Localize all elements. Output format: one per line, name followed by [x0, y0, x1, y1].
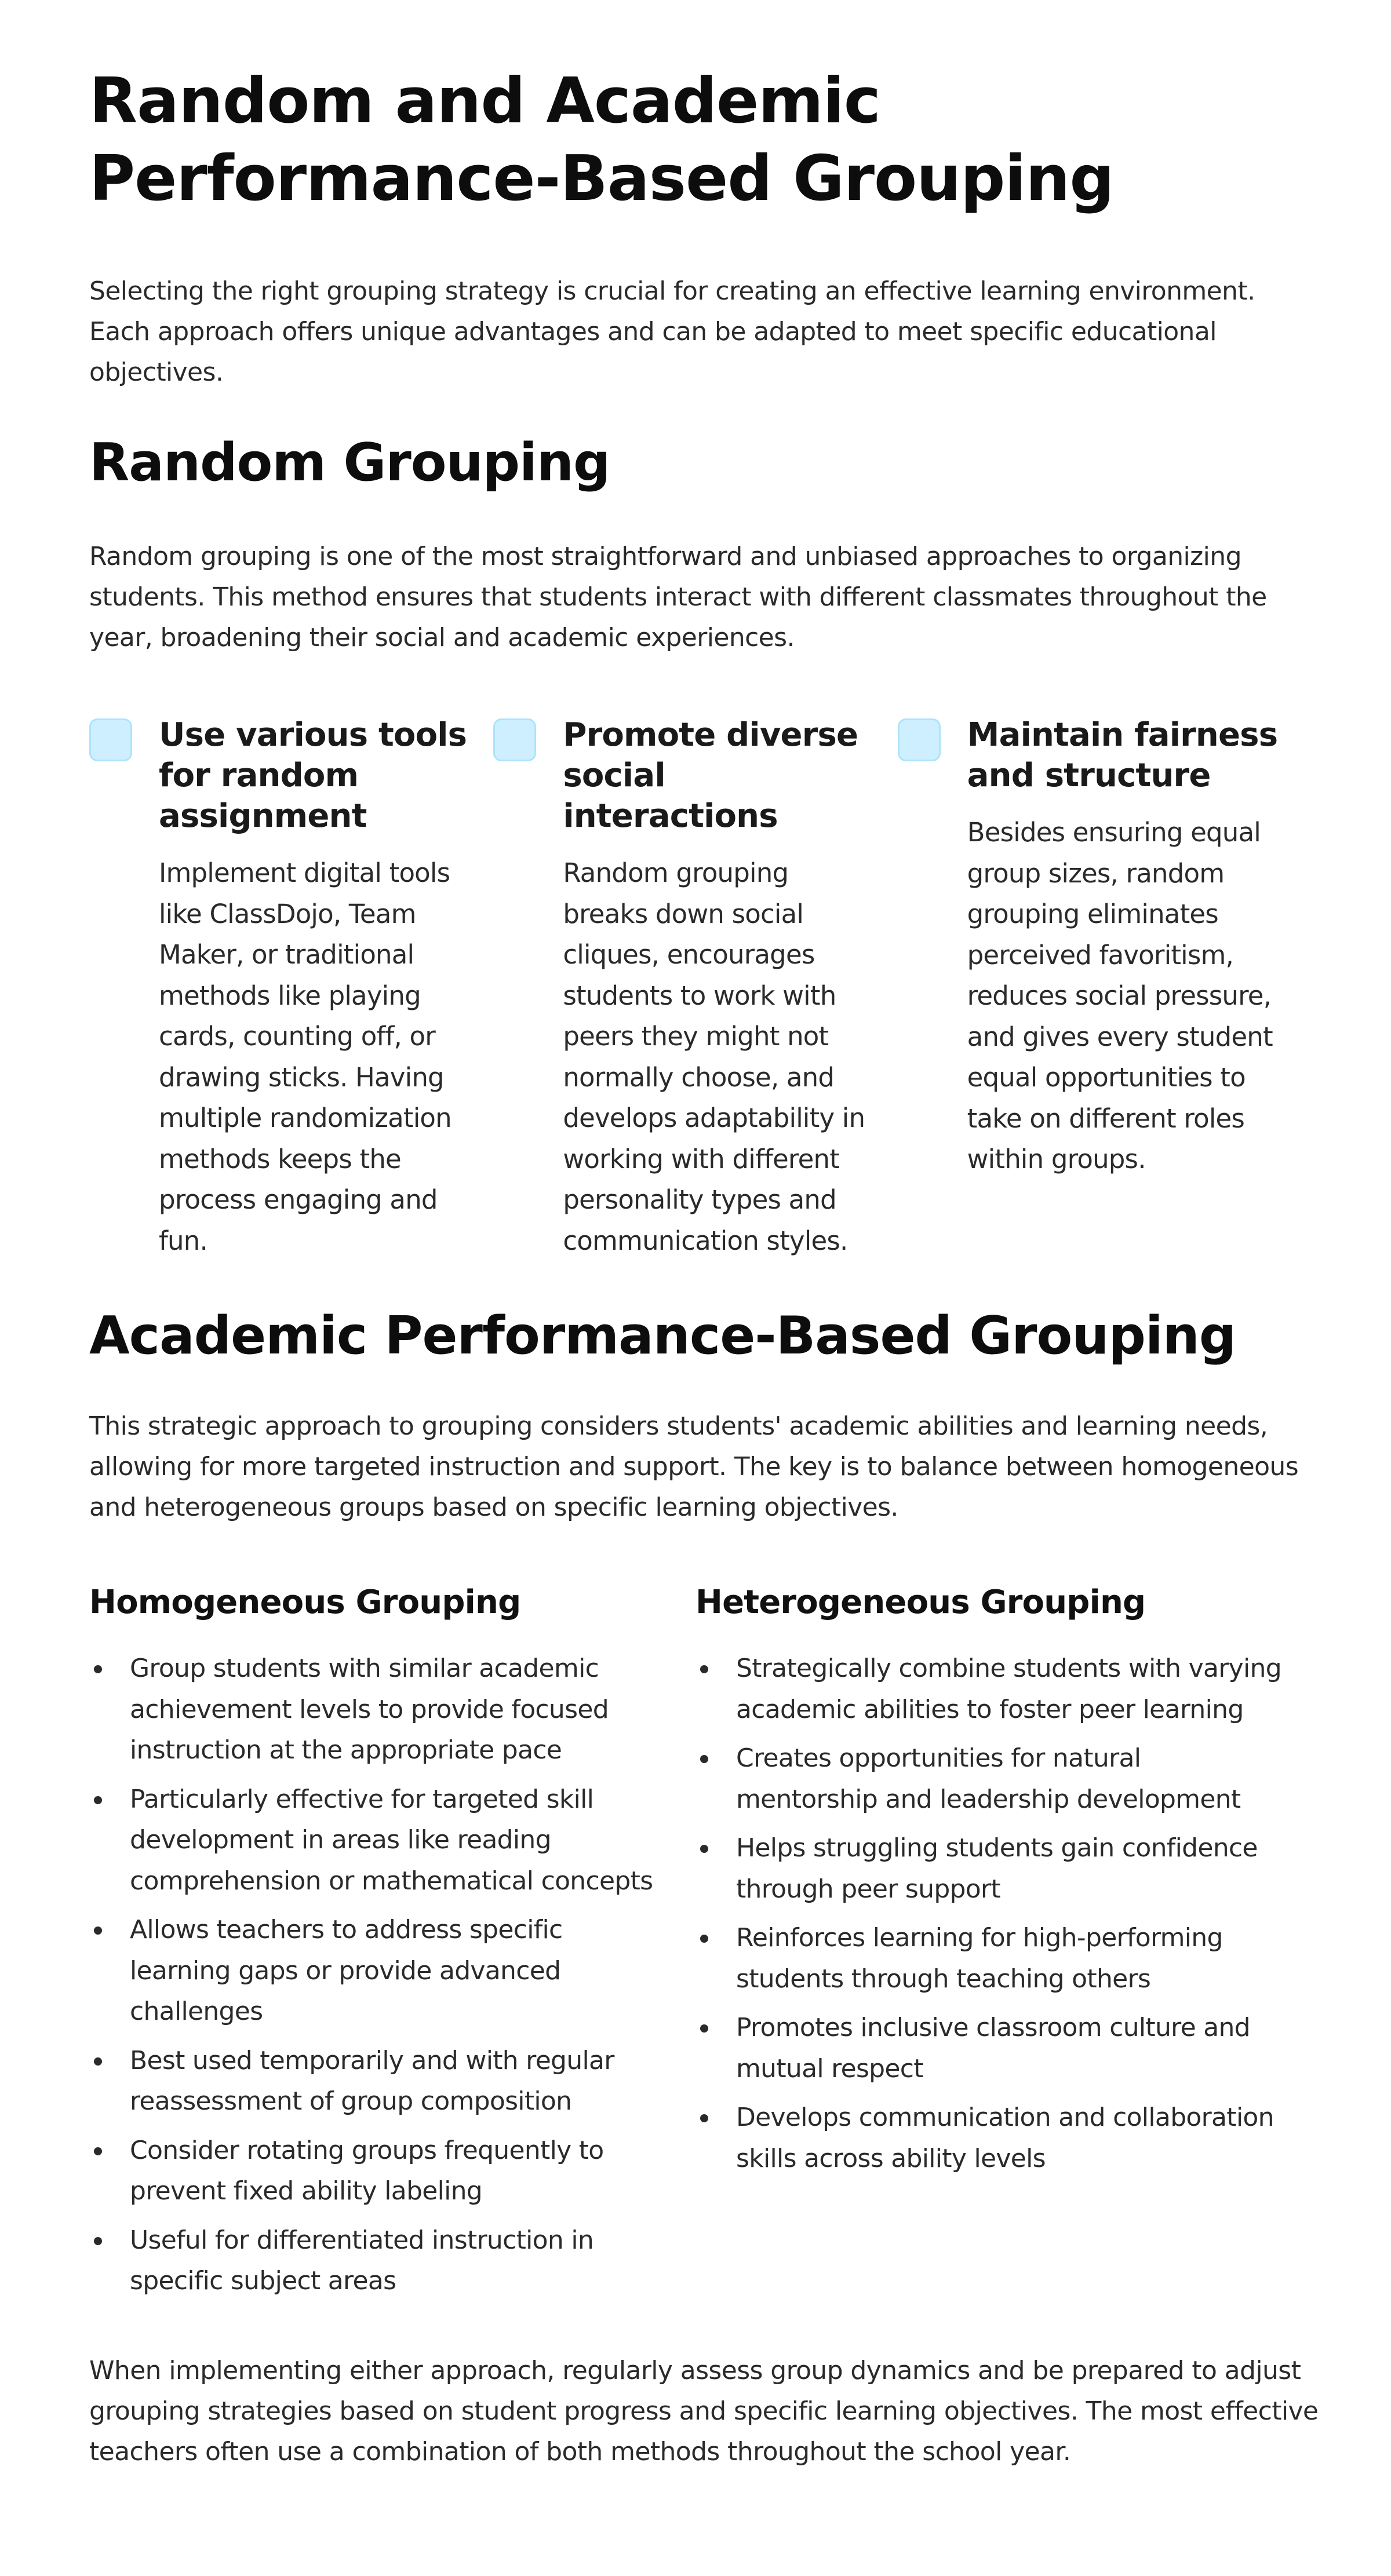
bullet-dot-icon: [700, 2114, 708, 2122]
feature-card-random-tools: [89, 715, 493, 1261]
bullet-dot-icon: [700, 2024, 708, 2033]
bullet-dot-icon: [700, 1755, 708, 1763]
feature-card-diverse-interactions: [493, 715, 897, 1261]
list-item-text: Consider rotating groups frequently to prevent fixed ability labeling: [130, 2135, 604, 2206]
page-title: Random and Academic Performance-Based Grouping: [89, 65, 1114, 215]
bullet-dot-icon: [700, 1935, 708, 1943]
heterogeneous-column: [696, 1582, 1302, 2310]
list-item: [696, 1918, 1302, 1999]
heterogeneous-heading: Heterogeneous Grouping: [696, 1583, 1146, 1621]
list-item: [696, 1738, 1302, 1820]
bullet-dot-icon: [94, 2147, 102, 2155]
list-item: [89, 1910, 696, 2033]
list-item-text: Strategically combine students with varying academic abilities to foster peer learning: [736, 1654, 1281, 1724]
closing-paragraph: When implementing either approach, regularly assess group dynamics and be prepared to adjust grouping strategies based on student progress and specific learning objectives. The most effective teachers often use a combination of both methods throughout the school year.: [89, 2355, 1319, 2466]
list-item: [696, 1828, 1302, 1910]
bullet-dot-icon: [94, 2237, 102, 2245]
feature-square-icon: [89, 718, 132, 761]
list-item: [696, 2008, 1302, 2089]
homogeneous-column: [89, 1582, 696, 2310]
list-item-text: Helps struggling students gain confidence through peer support: [736, 1833, 1258, 1904]
intro-paragraph: Selecting the right grouping strategy is crucial for creating an effective learning environment. Each approach offers unique advantages and can be adapted to meet specific educational objectives.: [89, 276, 1255, 387]
bullet-dot-icon: [94, 1926, 102, 1935]
feature-square-icon: [493, 718, 536, 761]
bullet-dot-icon: [94, 1665, 102, 1673]
list-item-text: Particularly effective for targeted skill development in areas like reading comprehension or mathematical concepts: [130, 1784, 653, 1896]
feature-description: Implement digital tools like ClassDojo, Team Maker, or traditional methods like playing cards, counting off, or drawing sticks. Having multiple randomization methods keeps the process engaging and fun.: [159, 858, 451, 1256]
bullet-dot-icon: [94, 1796, 102, 1804]
random-grouping-intro: Random grouping is one of the most straightforward and unbiased approaches to organizing students. This method ensures that students interact with different classmates throughout the year, broadening their social and academic experiences.: [89, 542, 1267, 652]
feature-description: Random grouping breaks down social cliques, encourages students to work with peers they might not normally choose, and develops adaptability in working with different personality types and communication styles.: [563, 858, 865, 1256]
list-item: [89, 2130, 696, 2212]
feature-body: [563, 715, 876, 1261]
feature-square-icon: [898, 718, 941, 761]
academic-grouping-intro: This strategic approach to grouping considers students' academic abilities and learning needs, allowing for more targeted instruction and support. The key is to balance between homogeneous and heterogeneous groups based on specific learning objectives.: [89, 1411, 1299, 1522]
bullet-dot-icon: [700, 1665, 708, 1673]
list-item: [89, 2220, 696, 2302]
list-item-text: Allows teachers to address specific learning gaps or provide advanced challenges: [130, 1915, 563, 2026]
homogeneous-list: [89, 1648, 696, 2302]
list-item-text: Best used temporarily and with regular reassessment of group composition: [130, 2045, 614, 2116]
list-item: [89, 1779, 696, 1902]
feature-card-fairness: [898, 715, 1302, 1261]
bullet-dot-icon: [94, 2057, 102, 2066]
list-item: [89, 1648, 696, 1771]
list-item-text: Reinforces learning for high-performing students through teaching others: [736, 1923, 1223, 1994]
list-item-text: Creates opportunities for natural mentorship and leadership development: [736, 1743, 1241, 1814]
feature-title: Maintain fairness and structure: [967, 716, 1278, 794]
feature-description: Besides ensuring equal group sizes, random grouping eliminates perceived favoritism, reduces social pressure, and gives every student equal opportunities to take on different roles within groups.: [967, 817, 1273, 1174]
feature-title: Use various tools for random assignment: [159, 716, 467, 835]
list-item-text: Useful for differentiated instruction in specific subject areas: [130, 2225, 594, 2296]
list-item-text: Develops communication and collaboration skills across ability levels: [736, 2103, 1274, 2173]
random-grouping-heading: Random Grouping: [89, 432, 610, 493]
list-item-text: Promotes inclusive classroom culture and mutual respect: [736, 2013, 1250, 2084]
list-item: [696, 1648, 1302, 1730]
feature-body: [159, 715, 472, 1261]
feature-title: Promote diverse social interactions: [563, 716, 858, 835]
bullet-dot-icon: [700, 1845, 708, 1853]
feature-body: [967, 715, 1280, 1180]
list-item: [696, 2097, 1302, 2179]
random-grouping-features: [89, 715, 1302, 1261]
academic-grouping-heading: Academic Performance-Based Grouping: [89, 1305, 1236, 1366]
list-item-text: Group students with similar academic achievement levels to provide focused instruction at the appropriate pace: [130, 1654, 609, 1765]
grouping-columns: [89, 1582, 1302, 2310]
list-item: [89, 2041, 696, 2122]
homogeneous-heading: Homogeneous Grouping: [89, 1583, 521, 1621]
heterogeneous-list: [696, 1648, 1302, 2179]
